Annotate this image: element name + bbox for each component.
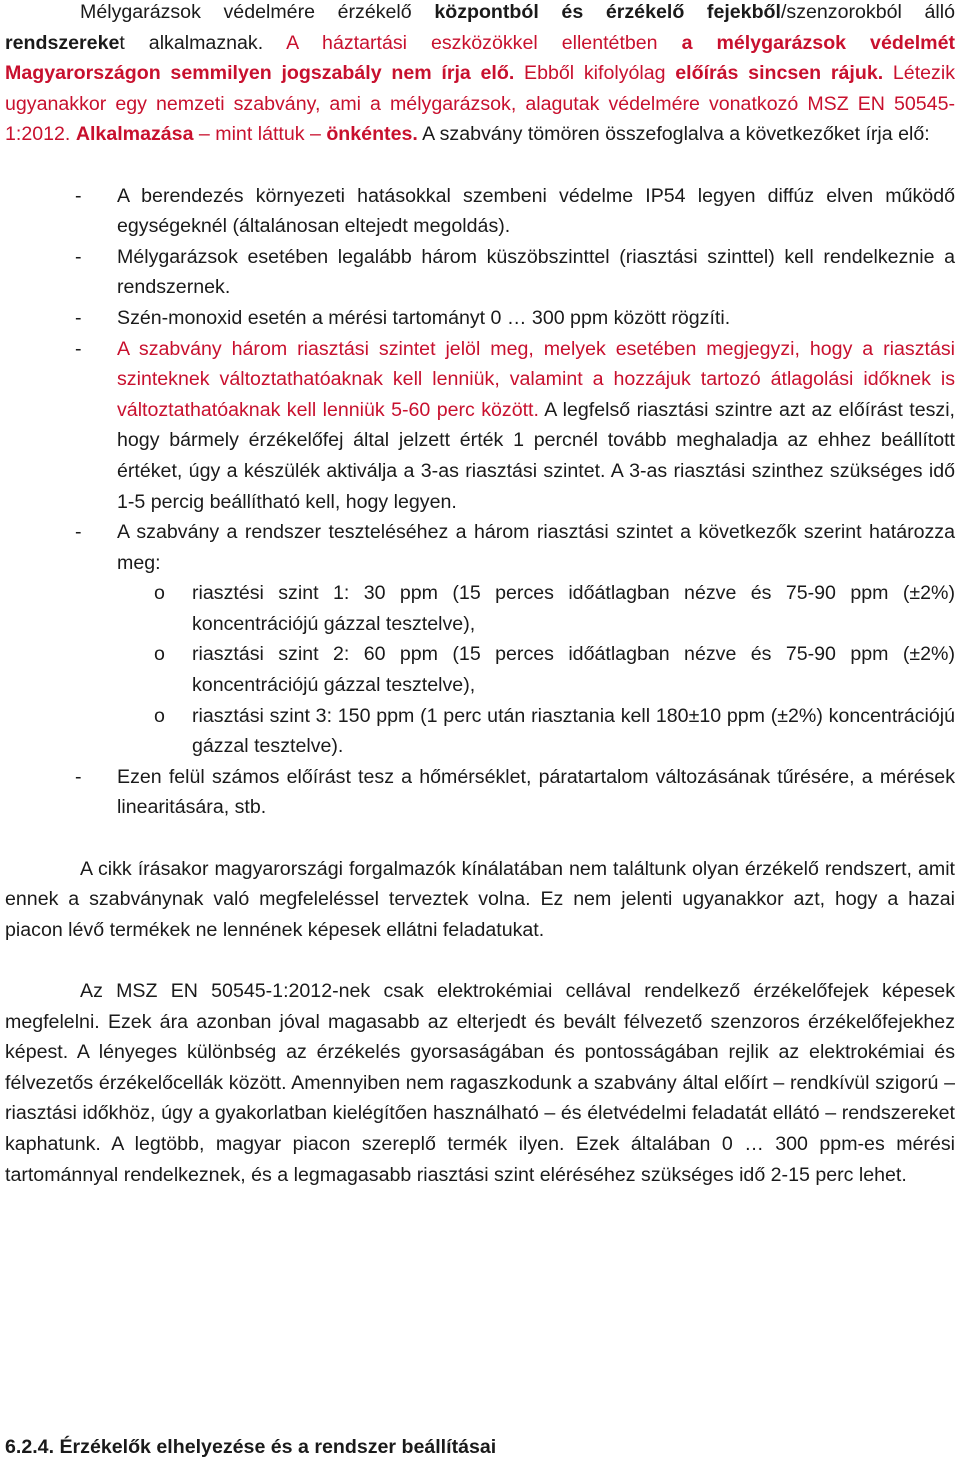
- circle-bullet-icon: o: [154, 582, 165, 605]
- list-item-text: A szabvány a rendszer teszteléséhez a három riasztási szintet a következők szerint határozza meg:: [117, 521, 955, 574]
- dash-bullet-icon: -: [75, 245, 82, 268]
- market-paragraph: A cikk írásakor magyarországi forgalmazók kínálatában nem találtunk olyan érzékelő rendszert, amit ennek a szabványnak való megfeleléssel terveztek volna. Ez nem jelenti ugyanakkor azt, hogy a hazai piacon lévő termékek ne lennének képesek ellátni feladatukat.: [5, 857, 955, 941]
- section-heading: 6.2.4. Érzékelők elhelyezése és a rendszer beállításai: [5, 1436, 497, 1458]
- list-item: [5, 242, 955, 303]
- sub-list-item: [117, 639, 955, 700]
- list-item: [5, 517, 955, 762]
- sub-list-item: [117, 578, 955, 639]
- sub-list-item-text: riasztési szint 1: 30 ppm (15 perces időátlagban nézve és 75-90 ppm (±2%) koncentrációjú gázzal tesztelve),: [192, 582, 955, 635]
- document-page: [5, 0, 955, 1190]
- list-item-text: A legfelső riasztási szintre azt az előírást teszi, hogy bármely érzékelőfej által jelzett érték 1 percnél tovább meghaladja az ehhez beállított értéket, úgy a készülék aktiválja a 3-as riasztási szintet. A 3-as riasztási szinthez szükséges idő 1-5 percig beállítható kell, hogy legyen.: [117, 398, 955, 513]
- intro-highlight-bold-no-rule: előírás sincsen rájuk.: [675, 62, 884, 85]
- requirements-list: [5, 181, 955, 823]
- intro-highlight-bold-law: a mélygarázsok védelmét Magyarországon semmilyen jogszabály nem írja elő.: [5, 31, 956, 85]
- sub-list-item-text: riasztási szint 3: 150 ppm (1 perc után riasztania kell 180±10 ppm (±2%) koncentrációjú gázzal tesztelve).: [192, 704, 955, 758]
- intro-bold-systems: rendszereke: [5, 31, 120, 54]
- dash-bullet-icon: -: [75, 306, 82, 329]
- list-item: [5, 762, 955, 823]
- alarm-levels-list: [117, 578, 955, 762]
- intro-paragraph: [5, 0, 955, 150]
- intro-highlight-1: A háztartási eszközökkel ellentétben: [286, 31, 682, 54]
- list-item-highlight: A szabvány három riasztási szintet jelöl meg, melyek esetében megjegyzi, hogy a riasztási szinteknek változtathatóaknak kell lenniük, valamint a hozzájuk tartozó átlagolási időknek is változtathatóaknak kell lenniük 5-60 perc között.: [117, 337, 955, 421]
- list-item-text: Mélygarázsok esetében legalább három küszöbszinttel (riasztási szinttel) kell rendelkeznie a rendszernek.: [117, 245, 955, 299]
- list-item: [5, 303, 955, 334]
- circle-bullet-icon: o: [154, 643, 165, 666]
- list-item: [5, 181, 955, 242]
- spacer: [5, 945, 955, 976]
- intro-text-4: A szabvány tömören összefoglalva a következőket írja elő:: [417, 123, 930, 146]
- intro-highlight-2: Ebből kifolyólag: [514, 62, 676, 85]
- list-item-text: Ezen felül számos előírást tesz a hőmérséklet, páratartalom változásának tűrésére, a mérések linearitására, stb.: [117, 765, 955, 819]
- spacer: [5, 150, 955, 181]
- circle-bullet-icon: o: [154, 704, 165, 727]
- list-item: [5, 334, 955, 518]
- dash-bullet-icon: -: [75, 184, 82, 207]
- spacer: [5, 823, 955, 854]
- list-item-text: Szén-monoxid esetén a mérési tartományt 0 … 300 ppm között rögzíti.: [117, 306, 731, 329]
- list-item-text: A berendezés környezeti hatásokkal szembeni védelme IP54 legyen diffúz elven működő egységeknél (általánosan eltejedt megoldás).: [117, 184, 955, 238]
- intro-text-3: t alkalmaznak.: [119, 31, 287, 54]
- dash-bullet-icon: -: [75, 765, 82, 788]
- sub-list-item: [117, 701, 955, 762]
- sub-list-item-text: riasztási szint 2: 60 ppm (15 perces időátlagban nézve és 75-90 ppm (±2%) koncentrációjú gázzal tesztelve),: [192, 643, 955, 697]
- intro-highlight-bold-voluntary: önkéntes.: [326, 123, 418, 146]
- intro-bold-central-unit: központból és érzékelő fejekből: [434, 1, 781, 23]
- intro-highlight-standard: Létezik ugyanakkor egy nemzeti szabvány, ami a mélygarázsok, alagutak védelmére vonatkozó MSZ EN 50545-1:2012.: [5, 62, 955, 146]
- electrochemical-paragraph: Az MSZ EN 50545-1:2012-nek csak elektrokémiai cellával rendelkező érzékelőfejek képesek megfelelni. Ezek ára azonban jóval magasabb az elterjedt és bevált félvezető szenzoros érzékelőfejekhez képest. A lényeges különbség az érzékelés gyorsaságában és pontosságában rejlik az elektrokémiai és félvezetős érzékelőcellák között. Amennyiben nem ragaszkodunk a szabvány által előírt – rendkívül szigorú – riasztási időkhöz, úgy a gyakorlatban kielégítően használható – és életvédelmi feladatát ellátó – rendszereket kaphatunk. A legtöbb, magyar piacon szereplő termék ilyen. Ezek általában 0 … 300 ppm-es mérési tartománnyal rendelkeznek, és a legmagasabb riasztási szint eléréséhez szükséges idő 2-15 perc lehet.: [5, 980, 955, 1186]
- dash-bullet-icon: -: [75, 337, 82, 360]
- dash-bullet-icon: -: [75, 521, 82, 544]
- intro-text-1: Mélygarázsok védelmére érzékelő: [80, 1, 435, 23]
- intro-text-2: /szenzorokból álló: [780, 1, 955, 23]
- intro-highlight-3: – mint láttuk –: [193, 123, 327, 146]
- intro-highlight-bold-application: Alkalmazása: [75, 123, 194, 146]
